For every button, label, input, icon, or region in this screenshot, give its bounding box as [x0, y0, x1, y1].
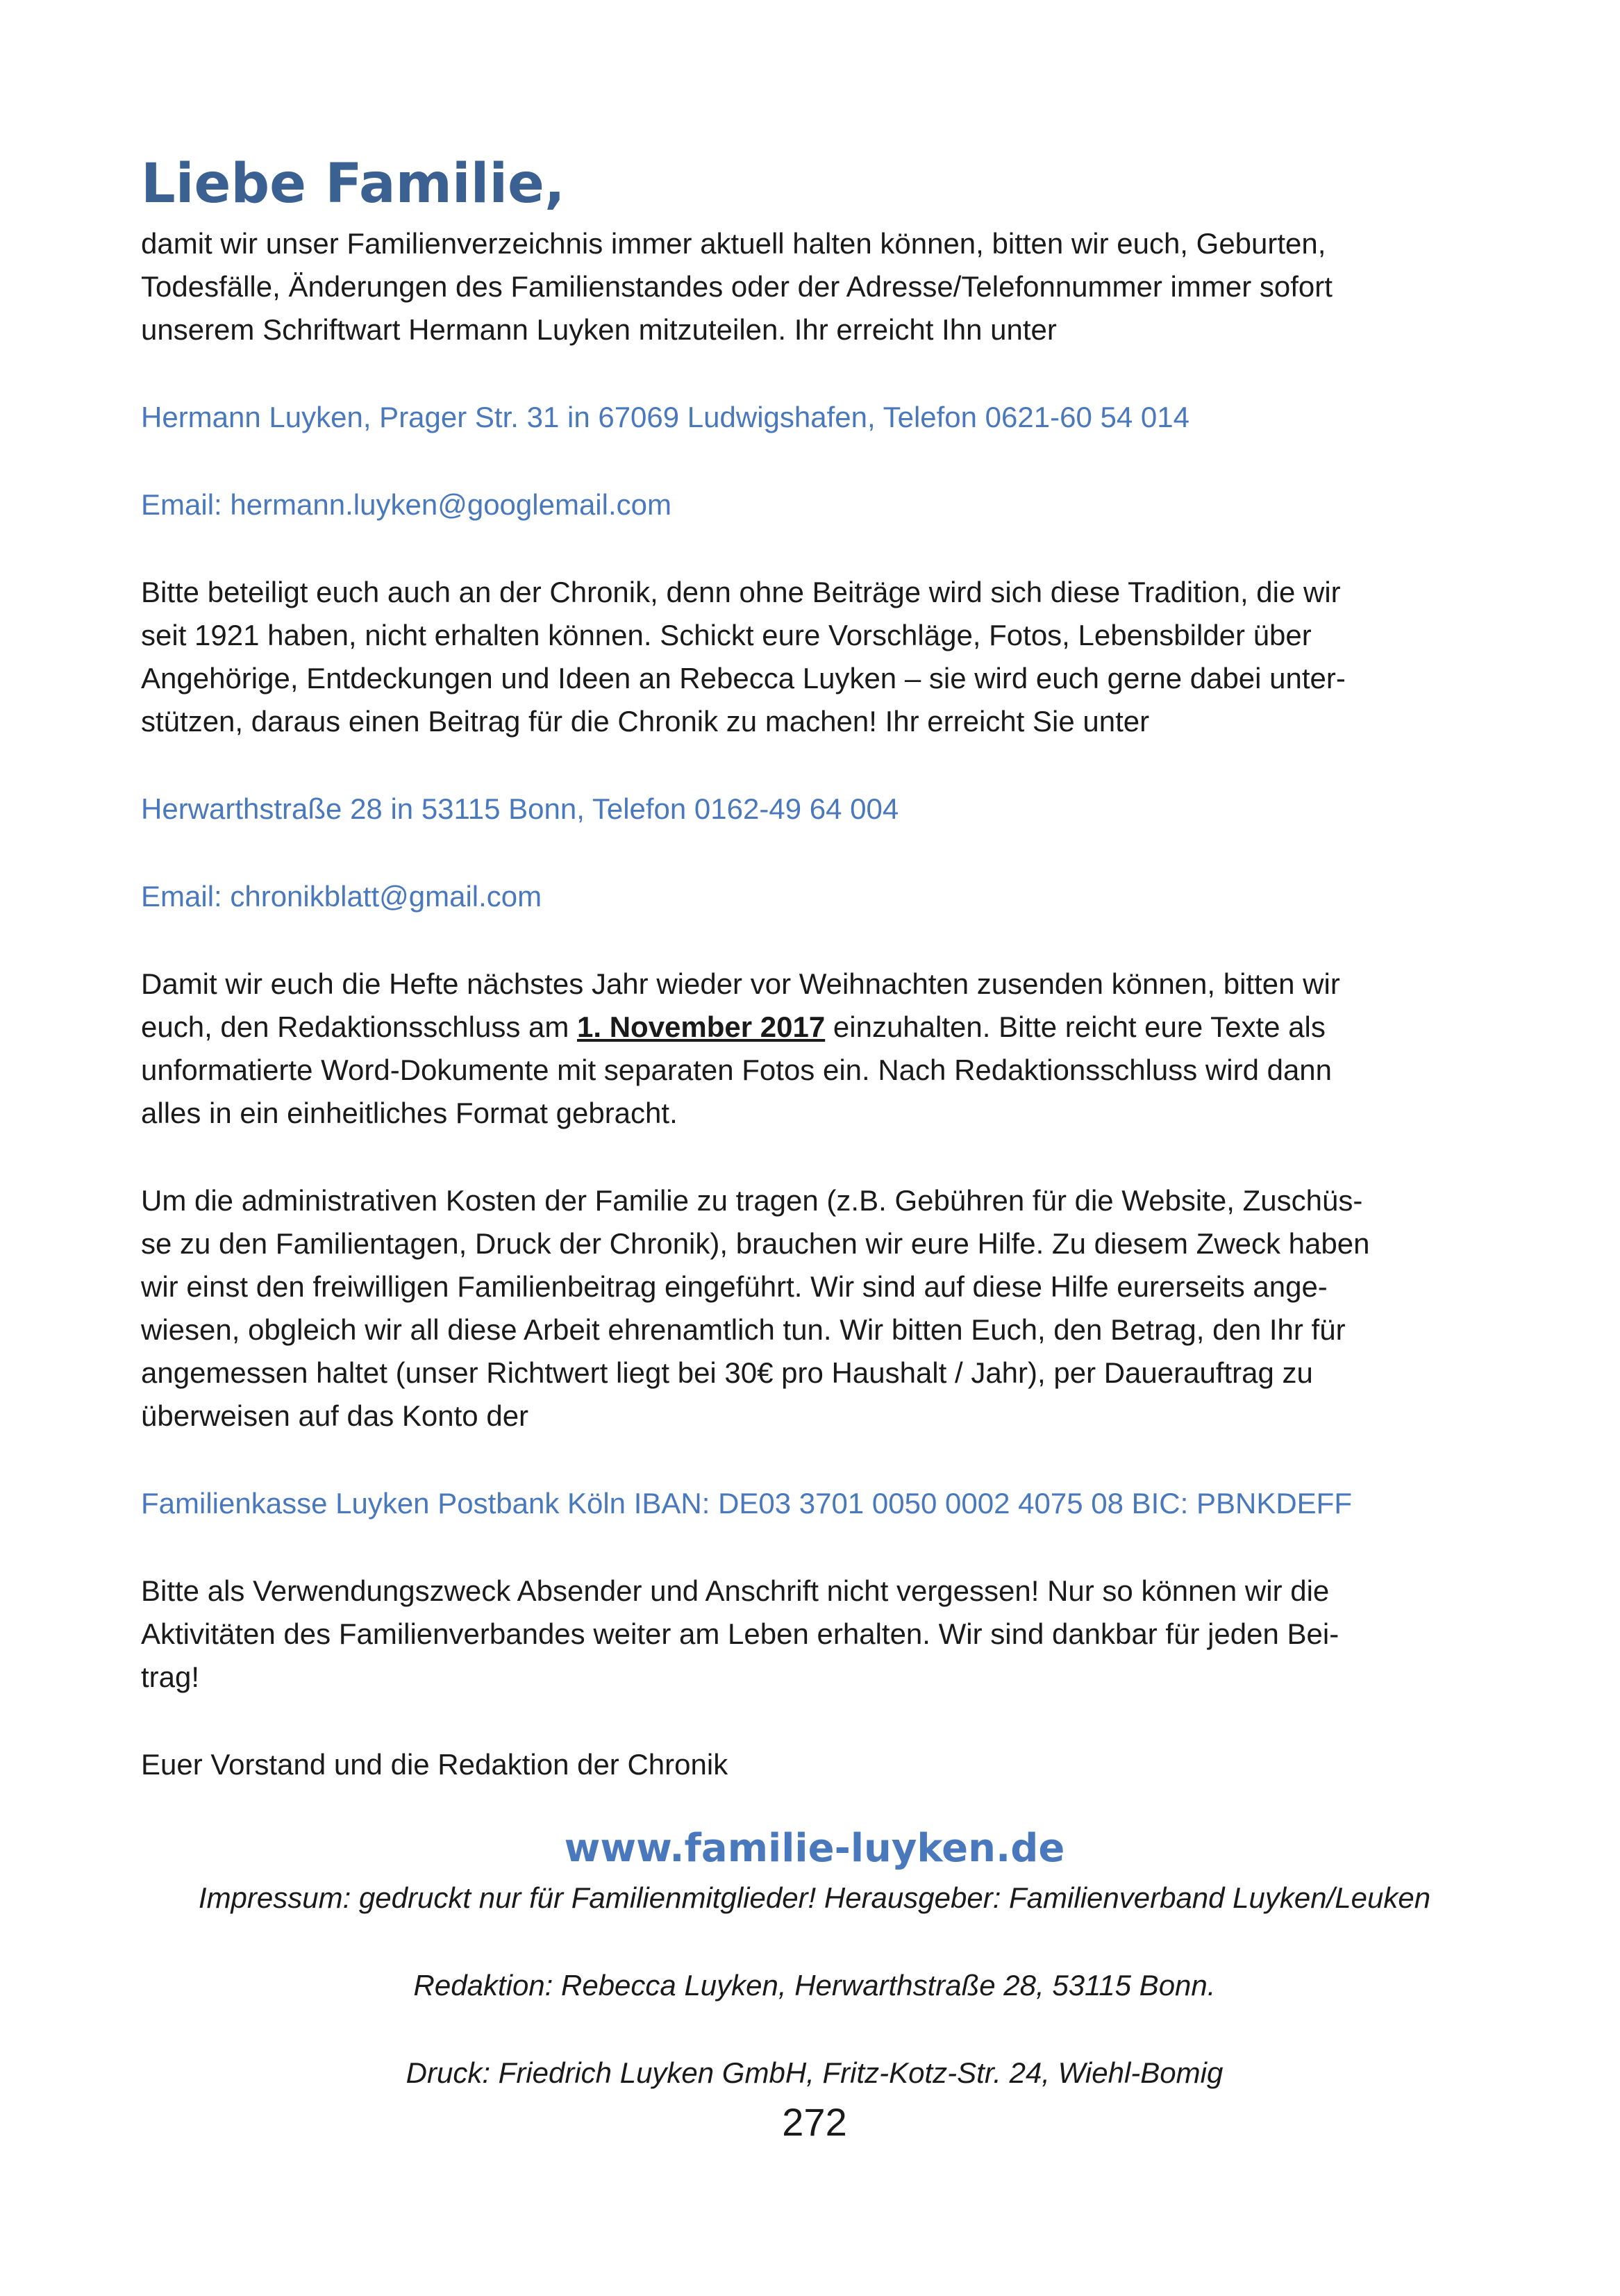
intro-paragraph — [141, 222, 1488, 351]
signoff: Euer Vorstand und die Redaktion der Chronik — [141, 1748, 728, 1781]
deadline-line — [141, 1006, 1488, 1049]
deadline-paragraph — [141, 963, 1488, 1135]
chronicle-line: stützen, daraus einen Beitrag für die Chronik zu machen! Ihr erreicht Sie unter — [141, 705, 1150, 738]
deadline-line: alles in ein einheitliches Format gebracht. — [141, 1097, 678, 1129]
deadline-line: Damit wir euch die Hefte nächstes Jahr wieder vor Weihnachten zusenden können, bitten wir — [141, 967, 1340, 1000]
hermann-address: Hermann Luyken, Prager Str. 31 in 67069 Ludwigshafen, Telefon 0621-60 54 014 — [141, 401, 1189, 433]
costs-line: wiesen, obgleich wir all diese Arbeit ehrenamtlich tun. Wir bitten Euch, den Betrag, den Ihr für — [141, 1313, 1346, 1346]
deadline-text-before: euch, den Redaktionsschluss am — [141, 1010, 578, 1043]
deadline-text-after: einzuhalten. Bitte reicht eure Texte als — [825, 1010, 1326, 1043]
deadline-date: 1. November 2017 — [577, 1010, 826, 1043]
reference-line: Aktivitäten des Familienverbandes weiter am Leben erhalten. Wir sind dankbar für jeden Bei- — [141, 1617, 1339, 1650]
intro-line: damit wir unser Familienverzeichnis immer aktuell halten können, bitten wir euch, Geburten, — [141, 227, 1326, 260]
page-heading: Liebe Familie, — [141, 153, 565, 215]
costs-paragraph — [141, 1179, 1488, 1438]
letter-page — [141, 146, 1488, 2150]
chronicle-line: Bitte beteiligt euch auch an der Chronik, denn ohne Beiträge wird sich diese Tradition, die wir — [141, 576, 1341, 608]
website-link[interactable]: www.familie-luyken.de — [564, 1826, 1065, 1871]
costs-line: Um die administrativen Kosten der Familie zu tragen (z.B. Gebühren für die Website, Zuschüs- — [141, 1184, 1363, 1217]
chronicle-line: seit 1921 haben, nicht erhalten können. Schickt eure Vorschläge, Fotos, Lebensbilder über — [141, 619, 1312, 651]
rebecca-address: Herwarthstraße 28 in 53115 Bonn, Telefon 0162-49 64 004 — [141, 792, 899, 825]
page-number: 272 — [782, 2100, 847, 2144]
costs-line: wir einst den freiwilligen Familienbeitrag eingeführt. Wir sind auf diese Hilfe eurerseits ange- — [141, 1270, 1328, 1303]
hermann-email[interactable]: Email: hermann.luyken@googlemail.com — [141, 488, 671, 521]
intro-line: Todesfälle, Änderungen des Familienstandes oder der Adresse/Telefonnummer immer sofort — [141, 270, 1333, 303]
imprint-editor: Redaktion: Rebecca Luyken, Herwarthstraße 28, 53115 Bonn. — [413, 1969, 1216, 2002]
costs-line: überweisen auf das Konto der — [141, 1399, 529, 1432]
reference-line: trag! — [141, 1661, 200, 1693]
chronicle-line: Angehörige, Entdeckungen und Ideen an Rebecca Luyken – sie wird euch gerne dabei unter- — [141, 662, 1346, 694]
rebecca-email[interactable]: Email: chronikblatt@gmail.com — [141, 880, 542, 913]
costs-line: angemessen haltet (unser Richtwert liegt bei 30€ pro Haushalt / Jahr), per Dauerauftrag zu — [141, 1356, 1313, 1389]
bank-details: Familienkasse Luyken Postbank Köln IBAN: DE03 3701 0050 0002 4075 08 BIC: PBNKDEFF — [141, 1487, 1352, 1520]
imprint-publisher: Impressum: gedruckt nur für Familienmitglieder! Herausgeber: Familienverband Luyken/Leuken — [198, 1881, 1431, 1914]
chronicle-paragraph — [141, 571, 1488, 743]
intro-line: unserem Schriftwart Hermann Luyken mitzuteilen. Ihr erreicht Ihn unter — [141, 313, 1057, 346]
reference-paragraph — [141, 1570, 1488, 1699]
reference-line: Bitte als Verwendungszweck Absender und Anschrift nicht vergessen! Nur so können wir die — [141, 1574, 1330, 1607]
deadline-line: unformatierte Word-Dokumente mit separaten Fotos ein. Nach Redaktionsschluss wird dann — [141, 1054, 1333, 1086]
costs-line: se zu den Familientagen, Druck der Chronik), brauchen wir eure Hilfe. Zu diesem Zweck haben — [141, 1227, 1370, 1260]
imprint-printer: Druck: Friedrich Luyken GmbH, Fritz-Kotz-Str. 24, Wiehl-Bomig — [406, 2056, 1224, 2089]
